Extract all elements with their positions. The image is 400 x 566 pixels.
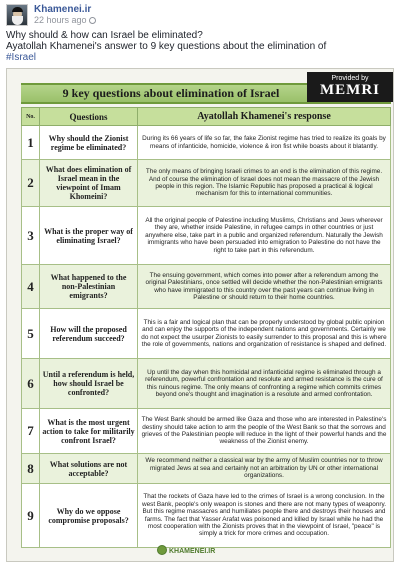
row-answer: The West Bank should be armed like Gaza and those who are interested in Palestine's destiny should take action to arm the people of the West Bank so that the sorrows and grieves of the Palestinian people will reduce in the light of their powerful hands and the weakness of the Zionist enemy.: [138, 409, 391, 454]
leaf-logo-icon: [157, 545, 167, 555]
row-answer: The ensuing government, which comes into power after a referendum among the original Palestinians, once settled will decide whether the non-Palestinian emigrants who have immigrated to this country over the past years can continue living in Palestine or should return to their home countries.: [138, 265, 391, 309]
table-row: [22, 265, 391, 309]
hashtag-link[interactable]: #Israel: [6, 52, 37, 63]
watermark-provided-by: Provided by: [331, 75, 369, 82]
infographic-title: 9 key questions about elimination of Israel: [21, 83, 391, 104]
post-header: [6, 4, 394, 26]
table-row: [22, 207, 391, 265]
table-row: [22, 409, 391, 454]
row-number: 3: [22, 207, 40, 265]
row-question: What does elimination of Israel mean in the viewpoint of Imam Khomeini?: [40, 160, 138, 207]
row-question: How will the proposed referendum succeed?: [40, 309, 138, 359]
infographic-image[interactable]: [6, 68, 394, 562]
table-header-row: [22, 108, 391, 126]
row-number: 6: [22, 359, 40, 409]
post-text: [6, 30, 394, 63]
row-answer: This is a fair and logical plan that can be properly understood by global public opinion and can enjoy the supports of the independent nations and governments. Certainly we do not expect the usurper Zionists to easily surrender to this proposal and this is where the role of governments, nations and organization of resistance is shaped and defined.: [138, 309, 391, 359]
table-row: [22, 309, 391, 359]
table-row: [22, 160, 391, 207]
row-number: 9: [22, 484, 40, 548]
row-answer: All the original people of Palestine including Muslims, Christians and Jews wherever they are, whether inside Palestine, in refugee camps in other countries or just anywhere else, take part in a public and organized referendum. Naturally the Jewish immigrants who have been persuaded into emigration to Palestine do not have the right to take part in this referendum.: [138, 207, 391, 265]
header-no: No.: [22, 108, 40, 126]
row-answer: That the rockets of Gaza have led to the crimes of Israel is a wrong conclusion. In the west Bank, people's only weapon is stones and there are not many types of weaponry. But this regime massacres and humiliates people there and destroys their houses and farms. The fact that Yasser Arafat was poisoned and killed by Israel while he had the most cooperation with the Zionists proves that in the viewpoint of Israel, "peace" is simply a trick for more crimes and occupation.: [138, 484, 391, 548]
row-answer: During its 66 years of life so far, the fake Zionist regime has tried to realize its goals by means of infanticide, homicide, violence & iron fist while boasts about it blatantly.: [138, 126, 391, 160]
khamenei-footer-logo: [157, 545, 247, 557]
row-answer: Up until the day when this homicidal and infanticidal regime is eliminated through a referendum, powerful confrontation and resolute and armed resistance is the cure of this ruinous regime. The only means of confronting a regime which commits crimes beyond one's thought and imagination is a resolute and armed confrontation.: [138, 359, 391, 409]
memri-watermark: [307, 72, 393, 102]
row-number: 1: [22, 126, 40, 160]
row-question: What happened to the non-Palestinian emigrants?: [40, 265, 138, 309]
table-row: [22, 359, 391, 409]
row-answer: We recommend neither a classical war by the army of Muslim countries nor to throw migrated Jews at sea and certainly not an arbitration by UN or other international organizations.: [138, 454, 391, 484]
header-questions: Questions: [40, 108, 138, 126]
author-name[interactable]: Khamenei.ir: [34, 4, 92, 15]
row-question: What is the most urgent action to take for militarily confront Israel?: [40, 409, 138, 454]
header-response: Ayatollah Khamenei's response: [138, 108, 391, 126]
footer-logo-text: KHAMENEI.IR: [169, 548, 216, 555]
memri-logo: MEMRI: [320, 82, 380, 98]
row-number: 5: [22, 309, 40, 359]
table-row: [22, 454, 391, 484]
row-question: What solutions are not acceptable?: [40, 454, 138, 484]
row-question: Why should the Zionist regime be eliminated?: [40, 126, 138, 160]
row-question: Why do we oppose compromise proposals?: [40, 484, 138, 548]
table-row: [22, 126, 391, 160]
qa-table: [21, 107, 391, 548]
row-number: 2: [22, 160, 40, 207]
row-answer: The only means of bringing Israeli crimes to an end is the elimination of this regime. And of course the elimination of Israel does not mean the massacre of the Jewish people in this region. The Islamic Republic has proposed a practical & logical mechanism for this to international communities.: [138, 160, 391, 207]
row-number: 8: [22, 454, 40, 484]
timestamp-text: 22 hours ago: [34, 15, 87, 25]
row-number: 7: [22, 409, 40, 454]
author-avatar[interactable]: [6, 4, 28, 26]
table-row: [22, 484, 391, 548]
post-timestamp[interactable]: [34, 15, 96, 25]
row-question: Until a referendum is held, how should Israel be confronted?: [40, 359, 138, 409]
row-question: What is the proper way of eliminating Israel?: [40, 207, 138, 265]
post-text-line-2: Ayatollah Khamenei's answer to 9 key questions about the elimination of: [6, 41, 327, 52]
row-number: 4: [22, 265, 40, 309]
post-text-line-1: Why should & how can Israel be eliminated?: [6, 30, 203, 41]
globe-icon: [89, 17, 96, 24]
